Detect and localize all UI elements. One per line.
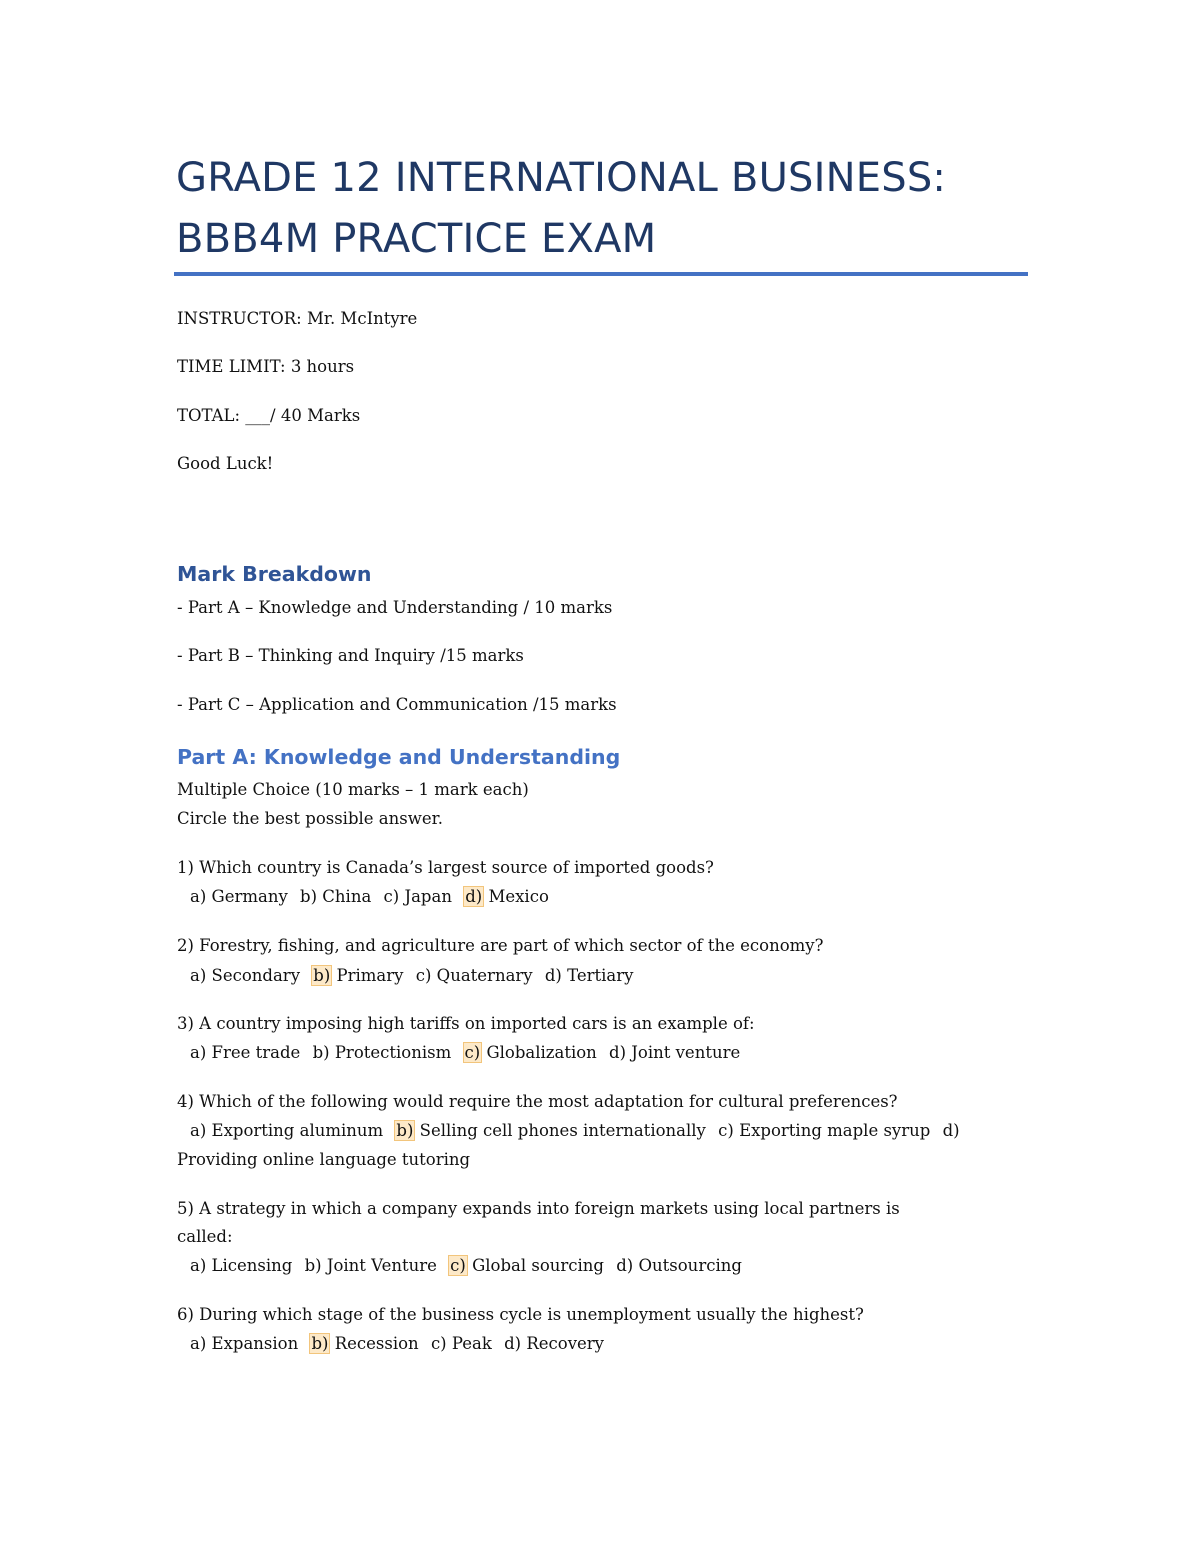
question-4: 4) Which of the following would require the most adaptation for cultural preferences?: [177, 1092, 898, 1111]
option-b[interactable]: b) Primary: [313, 966, 404, 985]
option-a[interactable]: a) Expansion: [190, 1334, 299, 1353]
part-a-instruction: Circle the best possible answer.: [177, 809, 443, 828]
instructor-line: INSTRUCTOR: Mr. McIntyre: [177, 309, 418, 328]
part-a-subheading: Multiple Choice (10 marks – 1 mark each): [177, 780, 529, 799]
option-b[interactable]: b) Recession: [311, 1334, 419, 1353]
question-4-option-d-text[interactable]: Providing online language tutoring: [177, 1150, 471, 1169]
option-b[interactable]: b) Selling cell phones internationally: [396, 1121, 706, 1140]
question-5-continued: called:: [177, 1227, 233, 1246]
part-a-heading: Part A: Knowledge and Understanding: [177, 745, 621, 769]
question-1: 1) Which country is Canada’s largest source of imported goods?: [177, 858, 714, 877]
question-2-options: [190, 964, 640, 988]
question-1-options: [190, 885, 556, 909]
option-c[interactable]: c) Quaternary: [415, 966, 533, 985]
option-c[interactable]: c) Japan: [383, 887, 452, 906]
breakdown-item-part-b: - Part B – Thinking and Inquiry /15 marks: [177, 646, 524, 665]
option-d[interactable]: d) Tertiary: [544, 966, 634, 985]
option-c[interactable]: c) Peak: [430, 1334, 492, 1353]
question-6: 6) During which stage of the business cycle is unemployment usually the highest?: [177, 1305, 864, 1324]
title-divider: [174, 272, 1028, 276]
document-title: [176, 148, 1036, 270]
option-a[interactable]: a) Secondary: [190, 966, 301, 985]
question-3: 3) A country imposing high tariffs on imported cars is an example of:: [177, 1014, 755, 1033]
option-b[interactable]: b) Protectionism: [312, 1043, 452, 1062]
breakdown-item-part-a: - Part A – Knowledge and Understanding / 10 marks: [177, 598, 613, 617]
option-d[interactable]: d): [942, 1121, 960, 1140]
option-d[interactable]: d) Recovery: [504, 1334, 605, 1353]
option-d[interactable]: d) Mexico: [465, 887, 549, 906]
highlighted-letter: c): [464, 1043, 481, 1062]
question-5: 5) A strategy in which a company expands into foreign markets using local partners is: [177, 1199, 900, 1218]
time-limit-line: TIME LIMIT: 3 hours: [177, 357, 355, 376]
question-4-options: [190, 1119, 967, 1143]
option-a[interactable]: a) Free trade: [190, 1043, 301, 1062]
breakdown-item-part-c: - Part C – Application and Communication /15 marks: [177, 695, 617, 714]
highlighted-letter: b): [311, 1334, 329, 1353]
highlighted-letter: b): [396, 1121, 414, 1140]
question-2: 2) Forestry, fishing, and agriculture are part of which sector of the economy?: [177, 936, 824, 955]
highlighted-letter: b): [313, 966, 331, 985]
good-luck-line: Good Luck!: [177, 454, 274, 473]
total-line: TOTAL: ___/ 40 Marks: [177, 406, 361, 425]
highlighted-letter: c): [450, 1256, 466, 1275]
mark-breakdown-heading: Mark Breakdown: [177, 562, 372, 586]
option-c[interactable]: c) Global sourcing: [450, 1256, 604, 1275]
highlighted-letter: d): [465, 887, 483, 906]
option-b[interactable]: b) Joint Venture: [304, 1256, 437, 1275]
option-d[interactable]: d) Outsourcing: [616, 1256, 742, 1275]
question-5-options: [190, 1254, 749, 1278]
option-b[interactable]: b) China: [300, 887, 372, 906]
title-line-2: BBB4M PRACTICE EXAM: [176, 216, 657, 262]
option-a[interactable]: a) Exporting aluminum: [190, 1121, 384, 1140]
option-c[interactable]: c) Exporting maple syrup: [718, 1121, 931, 1140]
option-a[interactable]: a) Licensing: [190, 1256, 293, 1275]
title-line-1: GRADE 12 INTERNATIONAL BUSINESS:: [176, 155, 947, 201]
question-6-options: [190, 1332, 611, 1356]
option-d[interactable]: d) Joint venture: [609, 1043, 741, 1062]
question-3-options: [190, 1041, 747, 1065]
option-a[interactable]: a) Germany: [190, 887, 288, 906]
option-c[interactable]: c) Globalization: [464, 1043, 597, 1062]
